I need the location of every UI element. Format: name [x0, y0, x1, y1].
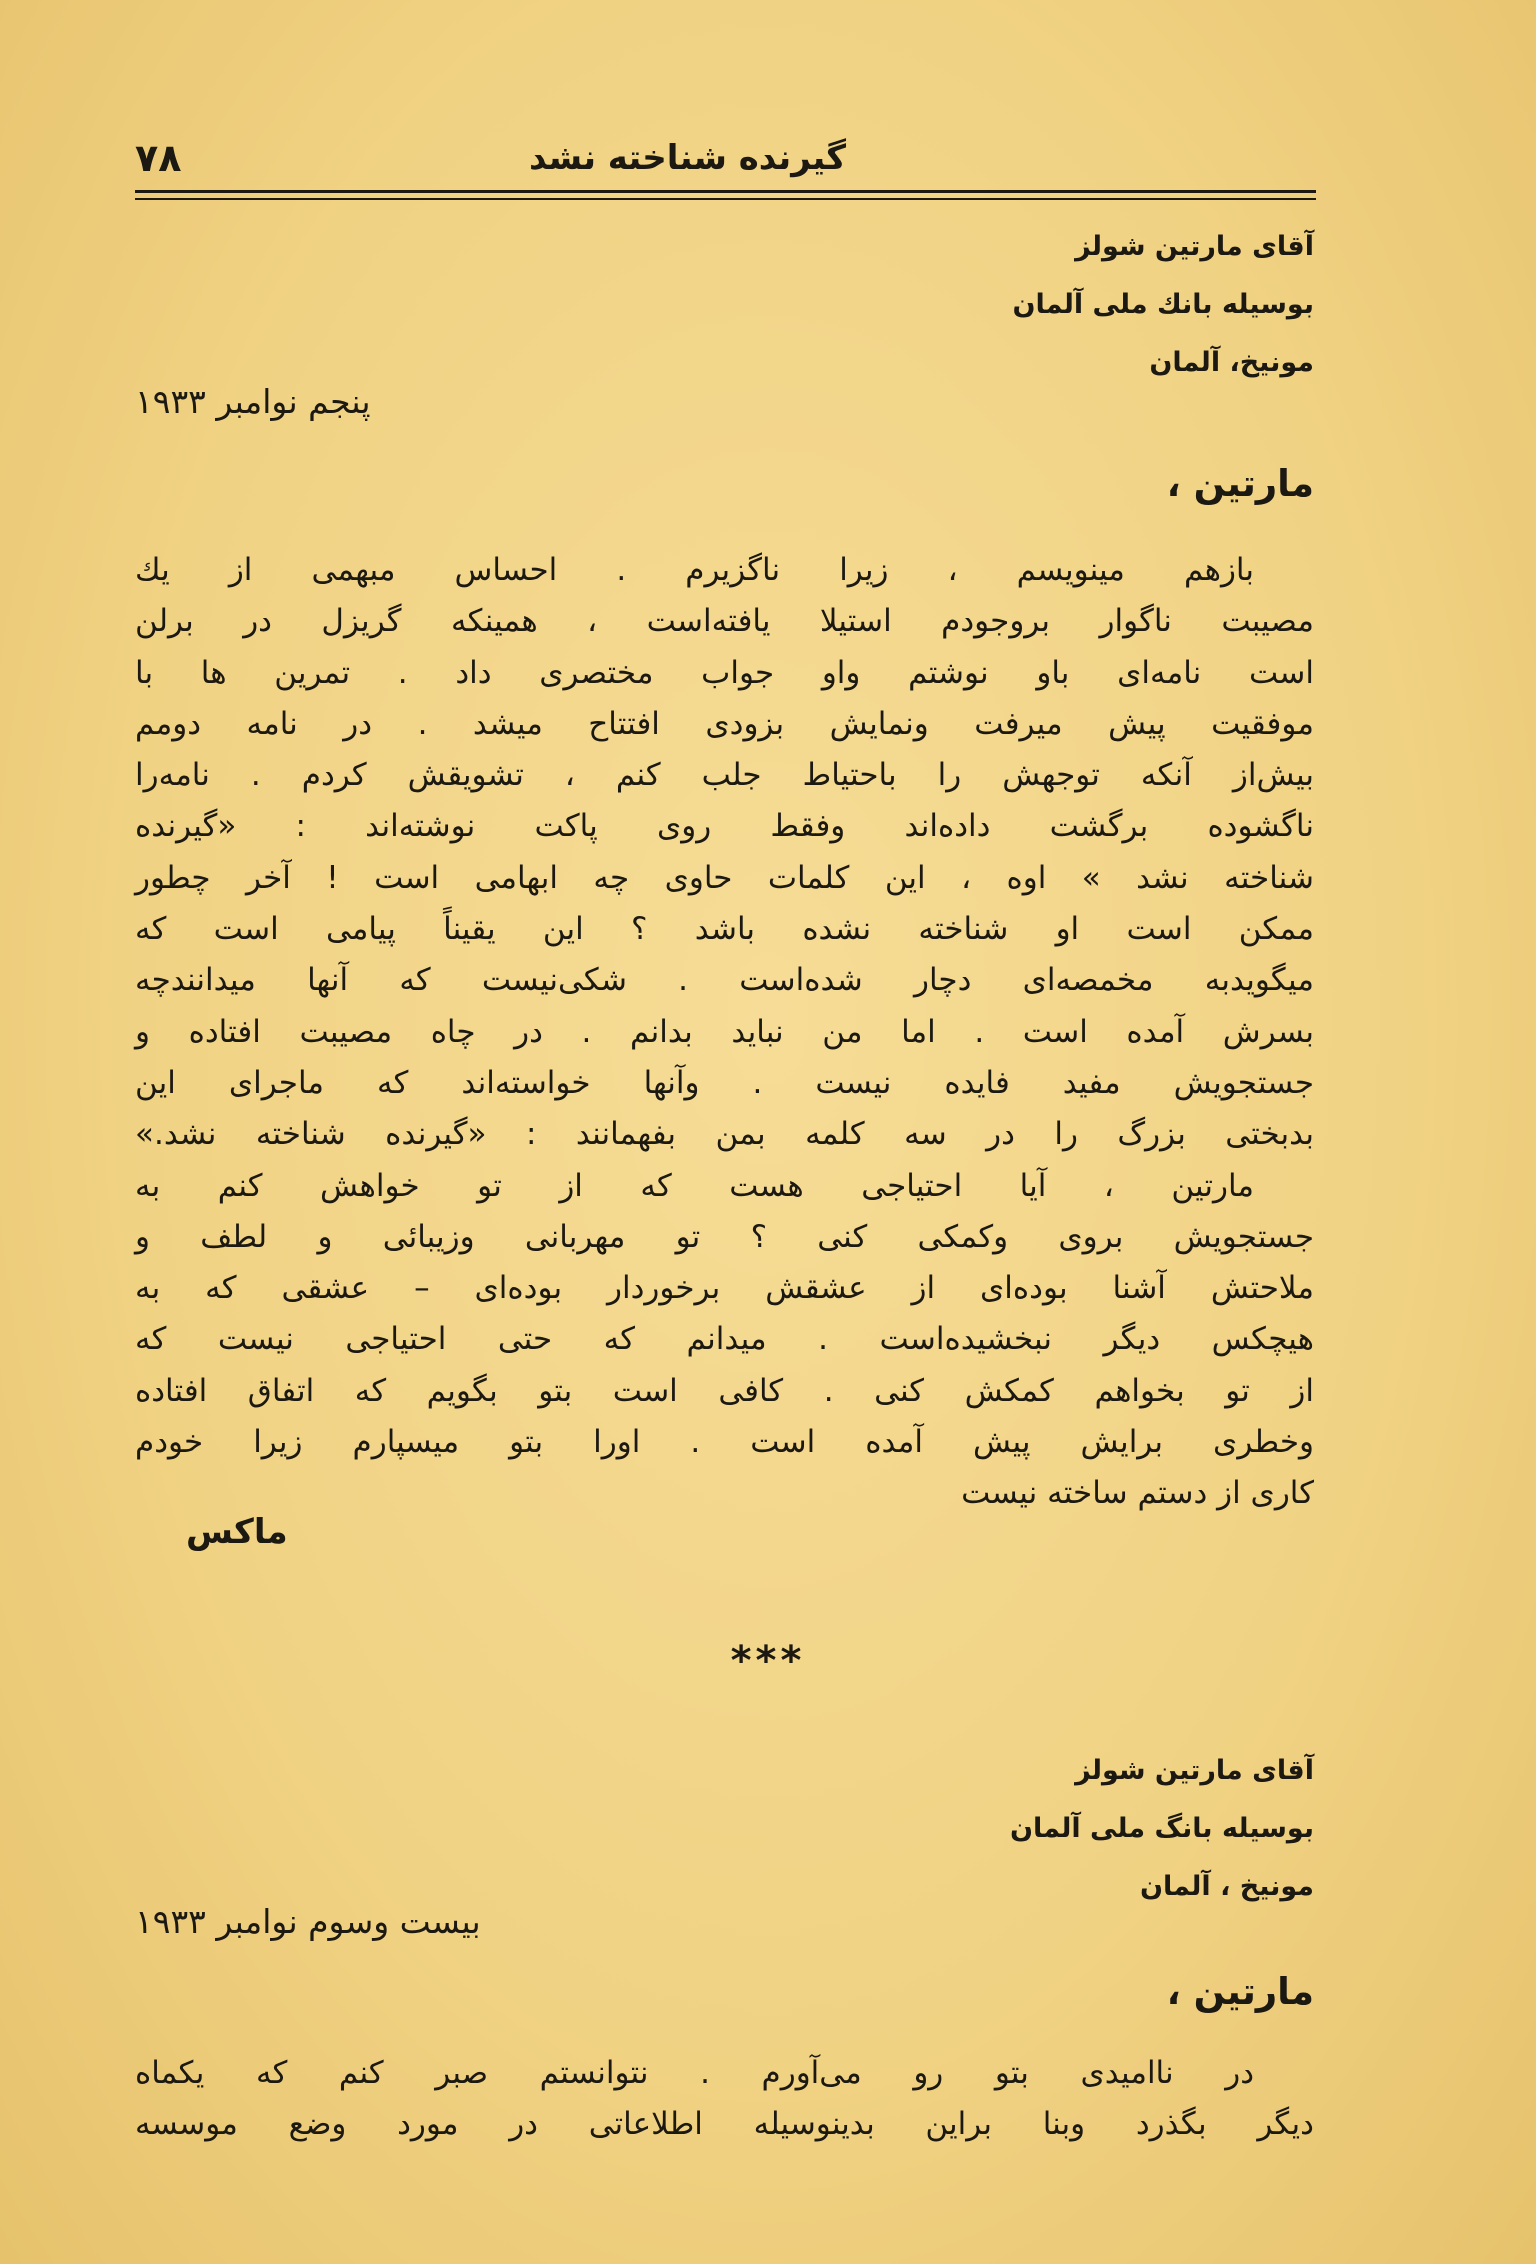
text-line: مارتین ، آیا احتیاجی هست که از تو خواهش کنم به: [135, 1167, 1254, 1204]
running-title: گیرنده شناخته نشد: [528, 138, 846, 178]
address-line: آقای مارتین شولز: [1075, 1755, 1314, 1786]
header-rule-thin: [135, 198, 1316, 200]
letter1-signature: ماکس: [186, 1512, 288, 1552]
text-line: بازهم مینویسم ، زیرا ناگزیرم . احساس مبهمی از یك: [135, 552, 1254, 588]
text-line: دیگر بگذرد وبنا براین بدینوسیله اطلاعاتی در مورد وضع موسسه: [135, 2106, 1314, 2143]
text-line: مصیبت ناگوار بروجودم استیلا یافته‌است ، همینکه گریزل در برلن: [135, 603, 1314, 640]
address-line: مونیخ ، آلمان: [1140, 1871, 1314, 1902]
text-line: است نامه‌ای باو نوشتم واو جواب مختصری داد . تمرین ها با: [135, 654, 1314, 691]
text-line: موفقیت پیش میرفت ونمایش بزودی افتتاح میشد . در نامه دومم: [135, 705, 1314, 742]
address-line: آقای مارتین شولز: [1075, 231, 1314, 262]
text-line: بیش‌از آنکه توجهش را باحتیاط جلب کنم ، تشویقش کردم . نامه‌را: [135, 757, 1314, 794]
text-line: کاری از دستم ساخته نیست: [961, 1475, 1314, 1512]
text-line: شناخته نشد » اوه ، این کلمات حاوی چه ابهامی است ! آخر چطور: [135, 859, 1314, 896]
text-line: جستجویش بروی وکمکی کنی ؟ تو مهربانی وزیبائی و لطف و: [135, 1218, 1314, 1255]
address-line: مونیخ، آلمان: [1149, 347, 1314, 378]
letter2-date: بیست وسوم نوامبر ۱۹۳۳: [135, 1902, 481, 1941]
header-rule: [135, 190, 1316, 193]
text-line: بدبختی بزرگ را در سه کلمه بمن بفهمانند : «گیرنده شناخته نشد.»: [135, 1116, 1314, 1153]
letter1-body: [135, 545, 1314, 1520]
letter1-address: [614, 218, 1314, 392]
address-line: بوسیله بانك ملی آلمان: [1012, 289, 1314, 320]
text-line: وخطری برایش پیش آمده است . اورا بتو میسپارم زیرا خودم: [135, 1424, 1314, 1461]
section-separator: ***: [730, 1638, 806, 1684]
text-line: ناگشوده برگشت داده‌اند وفقط روی پاکت نوشته‌اند : «گیرنده: [135, 808, 1314, 845]
text-line: از تو بخواهم کمکش کنی . کافی است بتو بگویم که اتفاق افتاده: [135, 1372, 1314, 1409]
letter2-body: [135, 2048, 1314, 2151]
text-line: در ناامیدی بتو رو می‌آورم . نتوانستم صبر کنم که یکماه: [135, 2055, 1254, 2091]
letter2-salutation: مارتین ،: [1166, 1970, 1314, 2013]
text-line: میگویدبه مخمصه‌ای دچار شده‌است . شکی‌نیست که آنها میدانندچه: [135, 962, 1314, 999]
address-line: بوسیله بانگ ملی آلمان: [1009, 1813, 1314, 1844]
letter1-salutation: مارتین ،: [1166, 462, 1314, 505]
text-line: جستجویش مفید فایده نیست . وآنها خواسته‌اند که ماجرای این: [135, 1064, 1314, 1101]
text-line: هیچکس دیگر نبخشیده‌است . میدانم که حتی احتیاجی نیست که: [135, 1321, 1314, 1358]
letter1-date: پنجم نوامبر ۱۹۳۳: [135, 382, 371, 421]
text-line: ممکن است او شناخته نشده باشد ؟ این یقیناً پیامی است که: [135, 911, 1314, 948]
page-number: ۷۸: [135, 136, 182, 180]
page-header: [135, 128, 1316, 188]
letter2-address: [614, 1742, 1314, 1916]
text-line: بسرش آمده است . اما من نباید بدانم . در چاه مصیبت افتاده و: [135, 1013, 1314, 1050]
text-line: ملاحتش آشنا بوده‌ای از عشقش برخوردار بوده‌ای – عشقی که به: [135, 1270, 1314, 1307]
